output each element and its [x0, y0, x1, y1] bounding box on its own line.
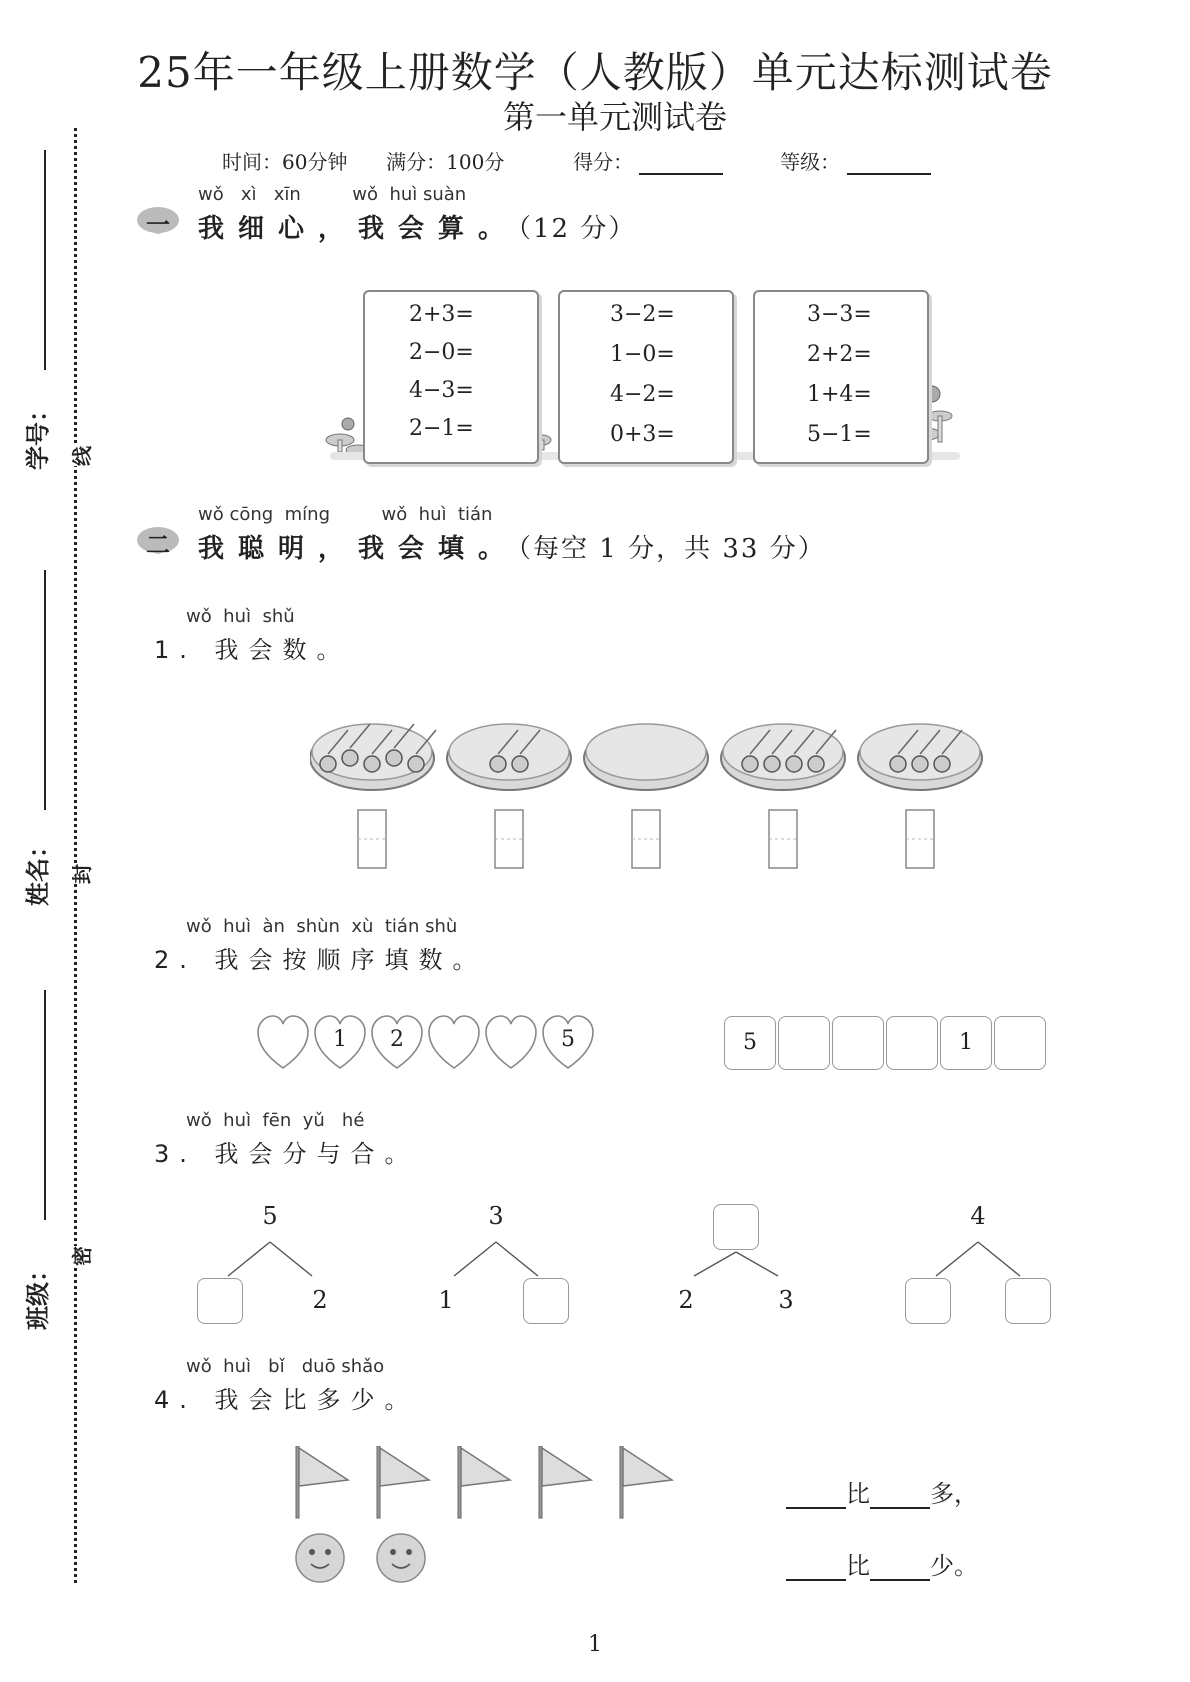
score-blank[interactable]	[639, 153, 723, 175]
split-answer-box[interactable]	[197, 1278, 243, 1324]
heart-number: 1	[333, 1027, 347, 1052]
cut-line	[74, 128, 77, 1583]
compare-word: 比	[846, 1552, 870, 1580]
cherry-icon	[364, 756, 380, 772]
heart-icon[interactable]	[543, 1016, 593, 1068]
cherry-icon	[808, 756, 824, 772]
decomposition-tree	[898, 1200, 1058, 1340]
heart-number: 5	[561, 1027, 575, 1052]
cherry-icon	[764, 756, 780, 772]
name-label: 姓名：	[24, 834, 52, 906]
calc-box-3	[753, 290, 929, 464]
seal-secret-char: 密	[66, 1246, 95, 1266]
section1-score: （12 分）	[518, 214, 637, 244]
page-title: 25年一年级上册数学（人教版）单元达标测试卷	[137, 48, 1053, 97]
calc-item: 2−1=	[409, 416, 474, 441]
hearts-sequence	[252, 1010, 602, 1080]
full-score: 满分：100分	[386, 150, 505, 174]
cherry-icon	[342, 750, 358, 766]
decomposition-tree	[416, 1200, 576, 1340]
calc-item: 3−3=	[807, 302, 872, 327]
flag-icon	[296, 1446, 348, 1518]
calc-item: 1−0=	[610, 342, 675, 367]
cherry-icon	[786, 756, 802, 772]
number-box-sequence	[724, 1016, 1046, 1070]
class-blank[interactable]	[44, 990, 46, 1220]
calc-box-1	[363, 290, 539, 464]
compare-word: 少。	[930, 1552, 978, 1580]
flag-icon	[620, 1446, 672, 1518]
smiley-face-icon	[377, 1534, 425, 1582]
class-label: 班级：	[24, 1258, 52, 1330]
grade-blank[interactable]	[847, 153, 931, 175]
cherry-icon	[890, 756, 906, 772]
cherry-icon	[912, 756, 928, 772]
split-answer-box[interactable]	[713, 1204, 759, 1250]
split-answer-box[interactable]	[905, 1278, 951, 1324]
compare-word: 比	[846, 1480, 870, 1508]
heart-icon[interactable]	[258, 1016, 308, 1068]
compare-blank[interactable]	[786, 1485, 846, 1509]
whole-number: 5	[262, 1202, 278, 1230]
heart-number: 2	[390, 1027, 404, 1052]
sequence-box[interactable]: 5	[724, 1016, 776, 1070]
cherry-icon	[934, 756, 950, 772]
q3-pinyin: wǒ huì fēn yǔ hé	[186, 1110, 365, 1131]
student-id-blank[interactable]	[44, 150, 46, 370]
calc-item: 2+2=	[807, 342, 872, 367]
sequence-box[interactable]	[832, 1016, 884, 1070]
grade-label: 等级：	[780, 150, 841, 174]
sequence-box[interactable]	[994, 1016, 1046, 1070]
page-number: 1	[588, 1632, 602, 1657]
plate	[310, 724, 436, 790]
q1-pinyin: wǒ huì shǔ	[186, 606, 295, 627]
compare-blank[interactable]	[870, 1485, 930, 1509]
heart-icon[interactable]	[486, 1016, 536, 1068]
plate	[858, 724, 982, 790]
whole-number: 3	[488, 1202, 504, 1230]
plate	[721, 724, 845, 790]
q2-pinyin: wǒ huì àn shùn xù tián shù	[186, 916, 458, 937]
plate	[584, 724, 708, 790]
section1-pinyin: wǒ xì xīn wǒ huì suàn	[198, 184, 467, 205]
q2-title: 2. 我会按顺序填数。	[154, 946, 487, 974]
whole-number: 4	[970, 1202, 986, 1230]
plates-figure	[310, 700, 1000, 880]
split-number: 1	[438, 1286, 454, 1314]
section2-heading	[198, 528, 826, 565]
compare-word: 多，	[930, 1480, 978, 1508]
section1-heading-text: 我细心，我会算。	[198, 214, 519, 244]
calc-item: 4−3=	[409, 378, 474, 403]
score-label: 得分：	[573, 150, 634, 174]
split-number: 2	[312, 1286, 328, 1314]
q4-title: 4. 我会比多少。	[154, 1386, 419, 1414]
calc-item: 0+3=	[610, 422, 675, 447]
heart-icon[interactable]	[372, 1016, 422, 1068]
decomposition-trees	[0, 1200, 1190, 1340]
flag-icon	[458, 1446, 510, 1518]
q3-title: 3. 我会分与合。	[154, 1140, 419, 1168]
name-blank[interactable]	[44, 570, 46, 810]
compare-blank[interactable]	[786, 1557, 846, 1581]
plate	[447, 724, 571, 790]
calc-item: 4−2=	[610, 382, 675, 407]
heart-icon[interactable]	[315, 1016, 365, 1068]
compare-blank[interactable]	[870, 1557, 930, 1581]
section1-heading	[198, 208, 636, 245]
flag-icon	[377, 1446, 429, 1518]
split-answer-box[interactable]	[1005, 1278, 1051, 1324]
flags-and-faces	[280, 1446, 720, 1606]
decomposition-tree	[190, 1200, 350, 1340]
split-number: 3	[778, 1286, 794, 1314]
smiley-face-icon	[296, 1534, 344, 1582]
cherry-icon	[320, 756, 336, 772]
compare-line-1	[786, 1474, 978, 1509]
cherry-icon	[512, 756, 528, 772]
section2-badge-number: 二	[146, 531, 170, 559]
section2-score: （每空 1 分，共 33 分）	[518, 534, 826, 564]
calc-item: 3−2=	[610, 302, 675, 327]
seal-seal-char: 封	[66, 864, 95, 884]
q1-title: 1. 我会数。	[154, 636, 351, 664]
decomposition-tree	[656, 1200, 816, 1340]
section2-heading-text: 我聪明，我会填。	[198, 534, 519, 564]
section2-pinyin: wǒ cōng míng wǒ huì tián	[198, 504, 493, 525]
sequence-box[interactable]	[886, 1016, 938, 1070]
q4-pinyin: wǒ huì bǐ duō shǎo	[186, 1356, 385, 1377]
flag-icon	[539, 1446, 591, 1518]
sequence-box[interactable]: 1	[940, 1016, 992, 1070]
compare-line-2	[786, 1546, 978, 1581]
split-number: 2	[678, 1286, 694, 1314]
exam-info	[222, 146, 931, 175]
calc-item: 5−1=	[807, 422, 872, 447]
cherry-icon	[408, 756, 424, 772]
cherry-icon	[490, 756, 506, 772]
cherry-icon	[742, 756, 758, 772]
page-subtitle: 第一单元测试卷	[502, 98, 727, 136]
time-limit: 时间：60分钟	[222, 150, 348, 174]
seal-line-char: 线	[66, 446, 95, 466]
heart-icon[interactable]	[429, 1016, 479, 1068]
calc-item: 2+3=	[409, 302, 474, 327]
student-id-label: 学号：	[24, 398, 52, 470]
cherry-icon	[386, 750, 402, 766]
calc-item: 2−0=	[409, 340, 474, 365]
split-answer-box[interactable]	[523, 1278, 569, 1324]
sequence-box[interactable]	[778, 1016, 830, 1070]
section1-badge-number: 一	[146, 211, 170, 239]
calc-item: 1+4=	[807, 382, 872, 407]
calc-box-2	[558, 290, 734, 464]
